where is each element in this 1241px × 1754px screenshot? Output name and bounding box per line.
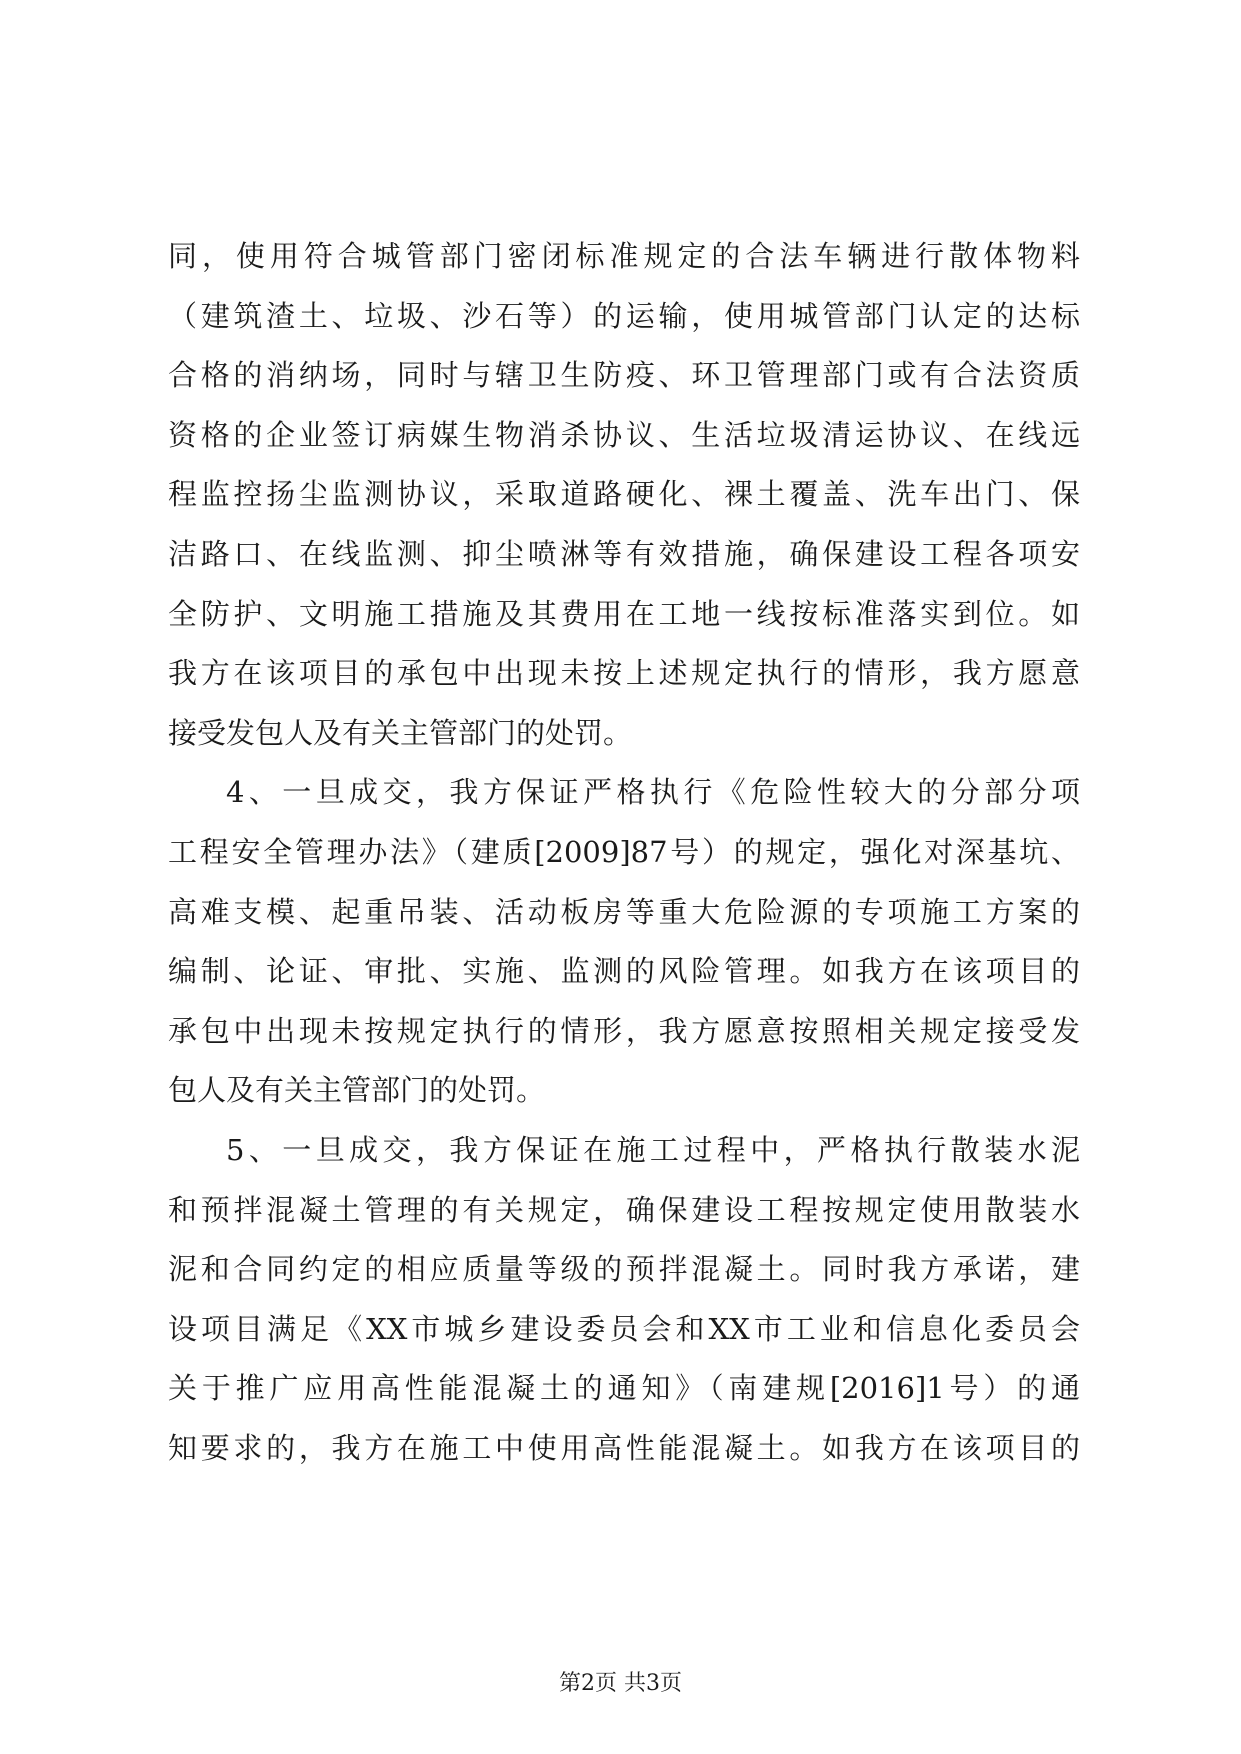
text-line: 程监控扬尘监测协议，采取道路硬化、裸土覆盖、洗车出门、保 xyxy=(168,477,1080,512)
text-line: （建筑渣土、垃圾、沙石等）的运输，使用城管部门认定的达标 xyxy=(168,298,1080,333)
text-line: 5、一旦成交，我方保证在施工过程中，严格执行散装水泥 xyxy=(226,1132,1080,1167)
text-line: 洁路口、在线监测、抑尘喷淋等有效措施，确保建设工程各项安 xyxy=(168,536,1080,571)
body-text xyxy=(168,227,1080,1478)
text-line: 和预拌混凝土管理的有关规定，确保建设工程按规定使用散装水 xyxy=(168,1192,1080,1227)
text-line: 接受发包人及有关主管部门的处罚。 xyxy=(168,715,633,750)
text-line: 资格的企业签订病媒生物消杀协议、生活垃圾清运协议、在线远 xyxy=(168,417,1080,452)
text-line: 关于推广应用高性能混凝土的通知》（南建规[2016]1号）的通 xyxy=(168,1371,1080,1406)
text-line: 4、一旦成交，我方保证严格执行《危险性较大的分部分项 xyxy=(226,775,1080,810)
page-number-footer: 第2页 共3页 xyxy=(559,1671,682,1696)
text-line: 我方在该项目的承包中出现未按上述规定执行的情形，我方愿意 xyxy=(168,656,1080,691)
text-line: 全防护、文明施工措施及其费用在工地一线按标准落实到位。如 xyxy=(168,596,1080,631)
text-line: 同，使用符合城管部门密闭标准规定的合法车辆进行散体物料 xyxy=(168,239,1080,273)
text-line: 泥和合同约定的相应质量等级的预拌混凝土。同时我方承诺，建 xyxy=(168,1252,1080,1287)
text-line: 承包中出现未按规定执行的情形，我方愿意按照相关规定接受发 xyxy=(168,1013,1080,1048)
text-line: 工程安全管理办法》（建质[2009]87号）的规定，强化对深基坑、 xyxy=(168,834,1080,869)
text-line: 包人及有关主管部门的处罚。 xyxy=(168,1073,546,1108)
text-line: 编制、论证、审批、实施、监测的风险管理。如我方在该项目的 xyxy=(168,954,1080,989)
text-line: 知要求的，我方在施工中使用高性能混凝土。如我方在该项目的 xyxy=(168,1430,1080,1465)
text-line: 合格的消纳场，同时与辖卫生防疫、环卫管理部门或有合法资质 xyxy=(168,358,1080,393)
text-line: 设项目满足《XX市城乡建设委员会和XX市工业和信息化委员会 xyxy=(168,1311,1080,1346)
text-line: 高难支模、起重吊装、活动板房等重大危险源的专项施工方案的 xyxy=(168,894,1080,929)
